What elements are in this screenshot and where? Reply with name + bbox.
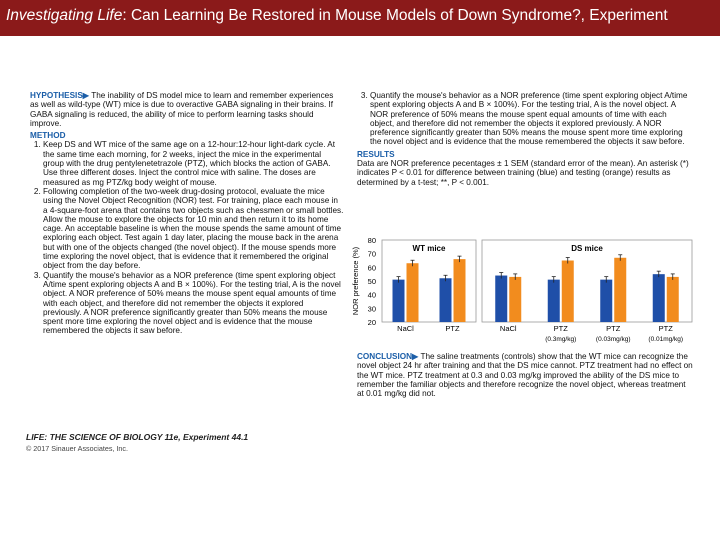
y-tick-label: 40 [367, 290, 376, 300]
method-steps [30, 140, 344, 335]
nor-chart [352, 234, 694, 350]
method-step-2: 2. Following completion of the two-week drug-dosing protocol, evaluate the mice using the Novel Object Recognition (NOR) test. For training, place each mouse in a 4-square-foot arena that contains two objects such as chessmen or small bottles. Allow the mouse to explore the objects for 10 min and then return it to its home cage. An acceptable baseline is when the mouse spends the same amount of time exploring each object. Test again 1 day later, placing the mouse back in the arena but with one of the objects changed (the novel object). If the mouse spends more time exploring the novel object, that is evidence that it remembered the original object from the day before. [43, 187, 344, 271]
conclusion [357, 352, 693, 398]
training-bar [440, 278, 452, 322]
copyright: © 2017 Sinauer Associates, Inc. [26, 444, 128, 453]
training-bar [600, 280, 612, 322]
hypothesis-label: HYPOTHESIS▶ [30, 91, 90, 100]
method-heading: METHOD [30, 131, 66, 141]
group-sublabel: (0.01mg/kg) [648, 336, 684, 343]
y-tick-label: 60 [367, 263, 376, 273]
book-reference: LIFE: THE SCIENCE OF BIOLOGY 11e, Experiment 44.1 [26, 432, 249, 442]
left-column [30, 91, 344, 336]
testing-bar [562, 261, 574, 323]
testing-bar [454, 259, 466, 322]
hypothesis-text: The inability of DS model mice to learn and remember experiences as well as wild-type (WT) mice is due to overactive GABA signaling in their brains. If GABA signaling is reduced, the ability of mice to perform learning tasks should improve. [30, 91, 334, 128]
group-label: PTZ [445, 324, 460, 333]
y-tick-label: 70 [367, 249, 376, 259]
training-bar [653, 274, 665, 322]
group-label: PTZ [606, 324, 621, 333]
group-label: PTZ [553, 324, 568, 333]
right-column [357, 91, 693, 187]
method-step-1: 1. Keep DS and WT mice of the same age on a 12-hour:12-hour light-dark cycle. At the same time each morning, for 2 weeks, inject the mice in the experimental group with the drug pentylenetetrazole (PTZ), which blocks the action of GABA. Use three different doses. Inject the control mice with saline. The doses are measured as mg PTZ/kg body weight of mouse. [43, 140, 344, 186]
y-tick-label: 80 [367, 236, 376, 245]
y-tick-label: 20 [367, 318, 376, 327]
y-tick-label: 30 [367, 304, 376, 314]
page-title-rest: : Can Learning Be Restored in Mouse Models of Down Syndrome?, Experiment [122, 7, 668, 24]
training-bar [393, 280, 405, 322]
training-bar [548, 280, 560, 322]
conclusion-label: CONCLUSION▶ [357, 352, 419, 361]
group-label: NaCl [397, 324, 414, 333]
training-bar [495, 276, 507, 322]
method-step-3: 3. Quantify the mouse's behavior as a NOR preference (time spent exploring object A/time spent exploring objects A and B × 100%). For the testing trial, A is the novel object. A NOR preference of 50% means the mouse spent equal amounts of time with each object, and therefore did not remember the objects it explored previously. A NOR preference significantly greater than 50% means the mouse spent more time exploring the novel object and is evidence that the mouse remembered the objects it saw before. [43, 271, 344, 336]
testing-bar [667, 277, 679, 322]
conclusion-text: The saline treatments (controls) show that the WT mice can recognize the novel object 24 hr after training and that the DS mice cannot. PTZ treatment had no effect on the WT mice. PTZ treatment at 0.3 and 0.03 mg/kg improved the ability of the DS mice to remember the familiar objects and therefore recognize the novel object, whereas treatment at 0.01 mg/kg did not. [357, 352, 693, 399]
group-label: PTZ [658, 324, 673, 333]
testing-bar [614, 258, 626, 322]
page-title [6, 7, 668, 25]
results-heading: RESULTS [357, 149, 395, 159]
right-method-step-3: 3. Quantify the mouse's behavior as a NOR preference (time spent exploring object A/time spent exploring objects A and B × 100%). For the testing trial, A is the novel object. A NOR preference of 50% means the mouse spent equal amounts of time with each object, and therefore did not remember the objects it explored previously. A NOR preference significantly greater than 50% means the mouse spent more time exploring the novel object and is evidence that the mouse remembered the objects it saw before. [370, 91, 693, 147]
testing-bar [407, 263, 419, 322]
right-method-steps [357, 91, 693, 147]
hypothesis [30, 91, 344, 128]
title-bar [0, 0, 720, 36]
y-axis-label: NOR preference (%) [351, 246, 360, 316]
page-title-italic: Investigating Life [6, 7, 123, 24]
results-text: Data are NOR preference pecentages ± 1 SEM (standard error of the mean). An asterisk (*) indicates P < 0.01 for difference between training (blue) and testing (orange) results as determined by a t-test; **, P < 0.001. [357, 159, 689, 187]
panel-title: DS mice [571, 244, 603, 253]
y-tick-label: 50 [367, 277, 376, 286]
panel-title: WT mice [412, 244, 446, 253]
group-sublabel: (0.03mg/kg) [595, 336, 631, 343]
testing-bar [509, 277, 521, 322]
group-sublabel: (0.3mg/kg) [545, 336, 577, 343]
group-label: NaCl [499, 324, 517, 333]
